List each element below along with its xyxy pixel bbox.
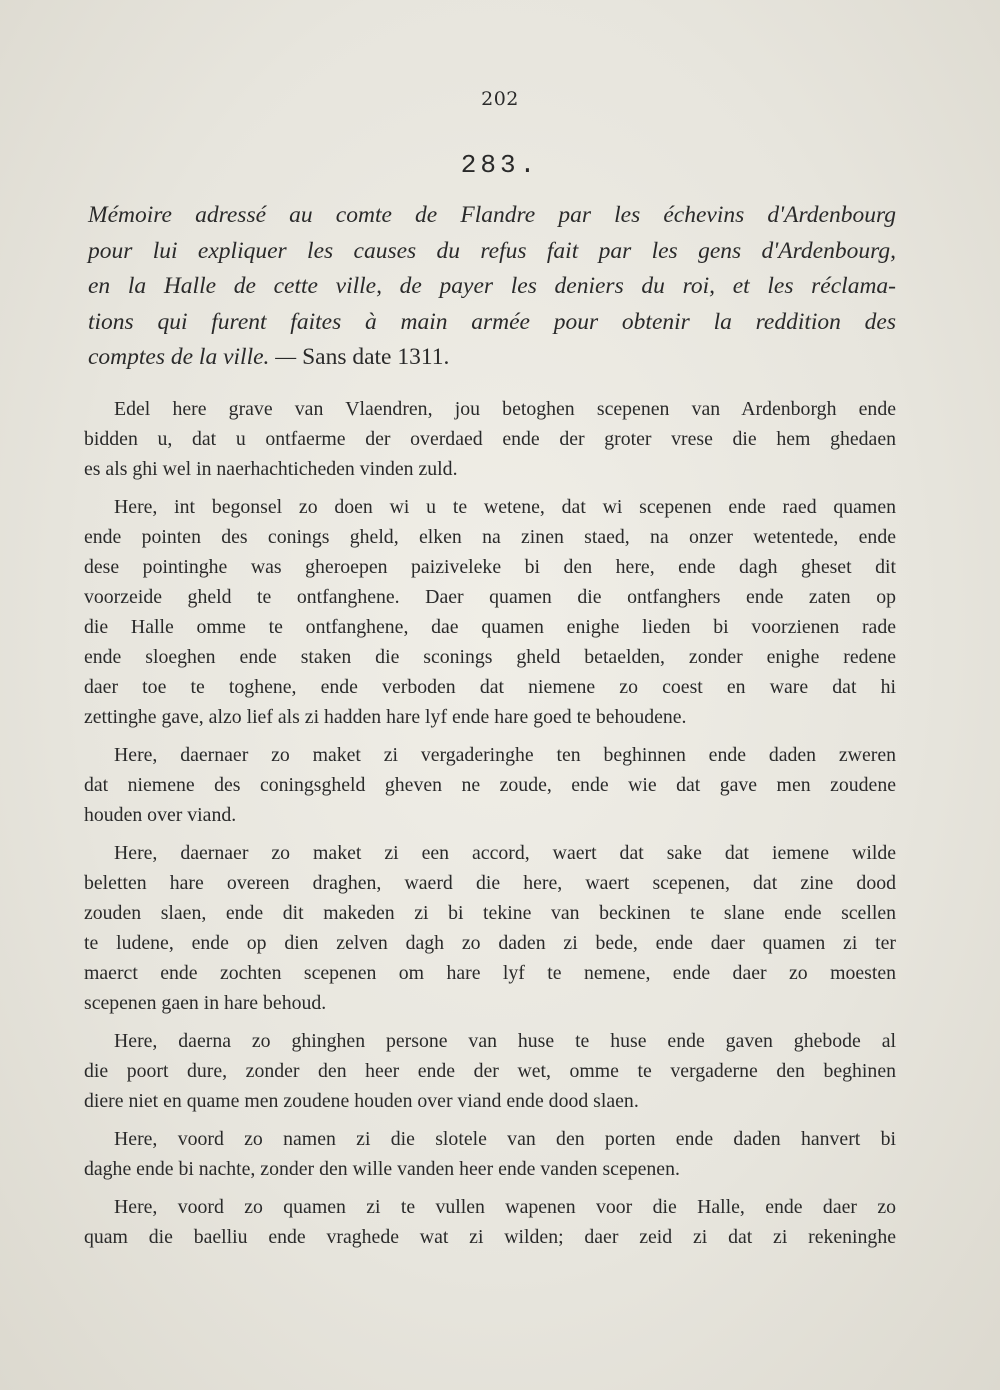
text-line: maerct ende zochten scepenen om hare lyf te nemene, ende daer zo moesten xyxy=(84,962,896,984)
text-line: te ludene, ende op dien zelven dagh zo daden zi bede, ende daer quamen zi ter xyxy=(84,932,896,954)
document-summary xyxy=(88,198,896,376)
text-line: Here, daerna zo ghinghen persone van huse te huse ende gaven ghebode al xyxy=(114,1030,896,1052)
text-line: Here, int begonsel zo doen wi u te wetene, dat wi scepenen ende raed quamen xyxy=(114,496,896,518)
paragraph xyxy=(84,1026,896,1116)
summary-line: tions qui furent faites à main armée pour obtenir la reddition des xyxy=(88,308,896,335)
text-line: zouden slaen, ende dit makeden zi bi tekine van beckinen te slane ende scellen xyxy=(84,902,896,924)
text-line: dese pointinghe was gheroepen paiziveleke bi den here, ende dagh gheset dit xyxy=(84,556,896,578)
paragraph xyxy=(84,838,896,1018)
text-line: quam die baelliu ende vraghede wat zi wilden; daer zeid zi dat zi rekeninghe xyxy=(84,1226,896,1248)
text-line: es als ghi wel in naerhachticheden vinden zuld. xyxy=(84,458,458,480)
text-line: die poort dure, zonder den heer ende der wet, omme te vergaderne den beghinen xyxy=(84,1060,896,1082)
body-text xyxy=(84,394,896,1260)
text-line: daer toe te toghene, ende verboden dat niemene zo coest en ware dat hi xyxy=(84,676,896,698)
paragraph xyxy=(84,740,896,830)
text-line: Here, voord zo namen zi die slotele van den porten ende daden hanvert bi xyxy=(114,1128,896,1150)
text-line: Here, daernaer zo maket zi vergaderinghe ten beghinnen ende daden zweren xyxy=(114,744,896,766)
page-number: 202 xyxy=(481,88,519,110)
paragraph xyxy=(84,1124,896,1184)
document-number: 283. xyxy=(460,150,540,180)
summary-last-line xyxy=(88,340,896,376)
text-line: zettinghe gave, alzo lief als zi hadden hare lyf ende hare goed te behoudene. xyxy=(84,706,687,728)
text-line: dat niemene des coningsgheld gheven ne zoude, ende wie dat gave men zoudene xyxy=(84,774,896,796)
text-line: beletten hare overeen draghen, waerd die here, waert scepenen, dat zine dood xyxy=(84,872,896,894)
text-line: ende pointen des conings gheld, elken na zinen staed, na onzer wetentede, ende xyxy=(84,526,896,548)
summary-line: en la Halle de cette ville, de payer les deniers du roi, et les réclama- xyxy=(88,273,896,299)
text-line: daghe ende bi nachte, zonder den wille vanden heer ende vanden scepenen. xyxy=(84,1158,680,1180)
text-line: bidden u, dat u ontfaerme der overdaed ende der groter vrese die hem ghedaen xyxy=(84,428,896,450)
text-line: Edel here grave van Vlaendren, jou betoghen scepenen van Ardenborgh ende xyxy=(114,398,896,420)
text-line: voorzeide gheld te ontfanghene. Daer quamen die ontfanghers ende zaten op xyxy=(84,586,896,608)
text-line: houden over viand. xyxy=(84,804,237,826)
paragraph xyxy=(84,394,896,484)
text-line: scepenen gaen in hare behoud. xyxy=(84,992,327,1014)
summary-line: pour lui expliquer les causes du refus fait par les gens d'Ardenbourg, xyxy=(88,237,896,264)
text-line: die Halle omme te ontfanghene, dae quamen enighe lieden bi voorzienen rade xyxy=(84,616,896,638)
document-date: Sans date 1311. xyxy=(302,344,450,370)
text-line: Here, daernaer zo maket zi een accord, waert dat sake dat iemene wilde xyxy=(114,842,896,864)
summary-line: Mémoire adressé au comte de Flandre par les échevins d'Ardenbourg xyxy=(88,202,896,228)
text-line: ende sloeghen ende staken die sconings gheld betaelden, zonder enighe redene xyxy=(84,646,896,668)
text-line: diere niet en quame men zoudene houden over viand ende dood slaen. xyxy=(84,1090,639,1112)
summary-line: comptes de la ville. — xyxy=(88,344,303,370)
paragraph xyxy=(84,492,896,732)
paragraph xyxy=(84,1192,896,1252)
text-line: Here, voord zo quamen zi te vullen wapenen voor die Halle, ende daer zo xyxy=(114,1196,896,1218)
